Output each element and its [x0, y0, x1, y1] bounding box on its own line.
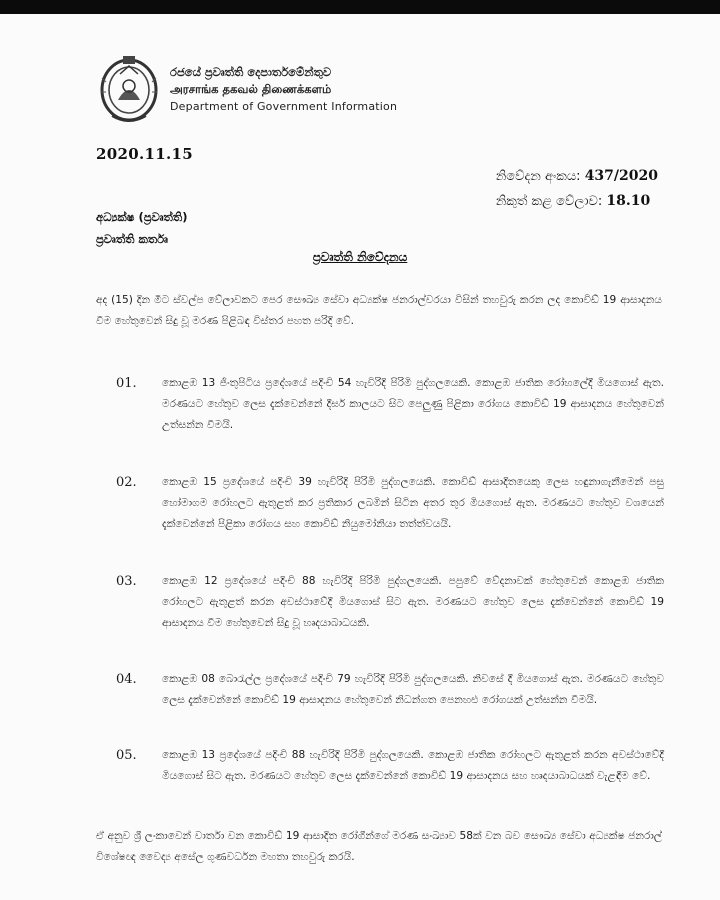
- item-number: 03.: [116, 574, 137, 589]
- item-number: 01.: [116, 376, 137, 391]
- department-name-tamil: அரசாங்க தகவல் திணைக்களம்: [170, 82, 332, 96]
- list-item: [116, 373, 664, 436]
- release-number-label: නිවේදන අංකය:: [495, 169, 581, 184]
- department-name-sinhala: රජයේ ප්‍රවෘත්ති දෙපාර්තමේන්තුව: [170, 65, 332, 79]
- item-text: කොළඹ 13 ජිංතුපිටිය ප්‍රදේශයේ පදිංචි 54 හැවිරිදි පිරිමි පුද්ගලයෙකි. කොළඹ ජාතික රෝහලේදී මියගොස් ඇත. මරණයට හේතුව ලෙස දැක්වෙන්නේ දීර්ඝ කාලයට සිට පෙලුණු පිළිකා රෝගය කොවිඩ් 19 ආසාදනය හේතුවෙන් උත්සන්න වීමයි.: [162, 377, 664, 431]
- closing-paragraph: ඒ අනුව ශ්‍රී ලංකාවෙන් වාර්තා වන කොවිඩ් 19 ආසාදිත රෝගීන්ගේ මරණ සංඛ්‍යාව 58ක් වන බව සෞඛ්‍ය සේවා අධ්‍යක්ෂ ජනරාල් විශේෂඥ වෛද්‍ය අසේල ගුණවර්ධන මහතා තහවුරු කරයි.: [96, 830, 662, 863]
- item-text: කොළඹ 08 බොරැල්ල ප්‍රදේශයේ පදිංචි 79 හැවිරිදි පිරිමි පුද්ගලයෙකි. නිවසේ දී මියගොස් ඇත. මරණයට හේතුව ලෙස දැක්වෙන්නේ කොවිඩ් 19 ආසාදනය හේතුවෙන් නිධන්ගත පෙනහළු රෝගයක් උත්සන්න වීමයි.: [162, 673, 664, 706]
- item-text: කොළඹ 12 ප්‍රදේශයේ පදිංචි 88 හැවිරිදි පිරිමි පුද්ගලයෙකි. පපුවේ වේදනාවක් හේතුවෙන් කොළඹ ජාතික රෝහලට ඇතුළත් කරන අවස්ථාවේදී මියගොස් සිට ඇත. මරණයට හේතුව ලෙස දැක්වෙන්නේ කොවිඩ් 19 ආසාදනය වීම හේතුවෙන් සිදු වූ හෘදයාබාධයකි.: [162, 575, 664, 629]
- item-text: කොළඹ 15 ප්‍රදේශයේ පදිංචි 39 හැවිරිදි පිරිමි පුද්ගලයෙකි. කොවිඩ් ආසාදිතයෙකු ලෙස හඳුනාගැනීමෙන් පසු හෝමාගම රෝහලට ඇතුළත් කර ප්‍රතිකාර ලබමින් සිටින අතර තුර මියගොස් ඇත. මරණයට හේතුව වශයෙන් දැක්වෙන්නේ පිළිකා රෝගය සහ කොවිඩ් නියුමෝනියා තත්ත්වයයි.: [162, 476, 664, 530]
- recipients: [96, 206, 187, 250]
- release-time-value: 18.10: [606, 193, 651, 209]
- release-reference: [496, 164, 658, 214]
- list-item: [116, 745, 664, 787]
- government-emblem-icon: [98, 52, 160, 130]
- release-number-row: [496, 164, 658, 189]
- list-item: [116, 571, 664, 634]
- recipient-1: අධ්‍යක්ෂ (ප්‍රවෘත්ති): [96, 210, 188, 224]
- release-time-row: [496, 189, 658, 214]
- document-page: [0, 14, 720, 900]
- intro-paragraph: අද (15) දින මීට ස්වල්ප වේලාවකට පෙර සෞඛ්‍ය සේවා අධ්‍යක්ෂ ජනරාල්වරයා විසින් තහවුරු කරන ලද කොවිඩ් 19 ආසාදනය වීම හේතුවෙන් සිදු වූ මරණ පිළිබඳ විස්තර පහත පරිදි වේ.: [96, 294, 662, 327]
- department-name-english: Department of Government Information: [170, 100, 398, 113]
- top-black-bar: [0, 0, 720, 14]
- item-number: 05.: [116, 748, 137, 763]
- document-heading: ප්‍රවෘත්ති නිවේදනය: [312, 250, 408, 264]
- item-text: කොළඹ 13 ප්‍රදේශයේ පදිංචි 88 හැවිරිදි පිරිමි පුද්ගලයෙකි. කොළඹ ජාතික රෝහලට ඇතුළත් කරන අවස්ථාවේදී මියගොස් සිට ඇත. මරණයට හේතුව ලෙස දැක්වෙන්නේ කොවිඩ් 19 ආසාදනය සහ හෘදයාබාධයක් වැළඳීම වේ.: [162, 749, 664, 782]
- release-date: 2020.11.15: [96, 145, 193, 163]
- list-item: [116, 472, 664, 535]
- release-number-value: 437/2020: [584, 168, 658, 184]
- recipient-2: ප්‍රවෘත්ති කර්තෘ: [96, 232, 168, 246]
- item-number: 02.: [116, 475, 137, 490]
- release-time-label: නිකුත් කළ වේලාව:: [495, 194, 603, 209]
- list-item: [116, 669, 664, 711]
- item-number: 04.: [116, 672, 137, 687]
- department-letterhead: [170, 64, 450, 115]
